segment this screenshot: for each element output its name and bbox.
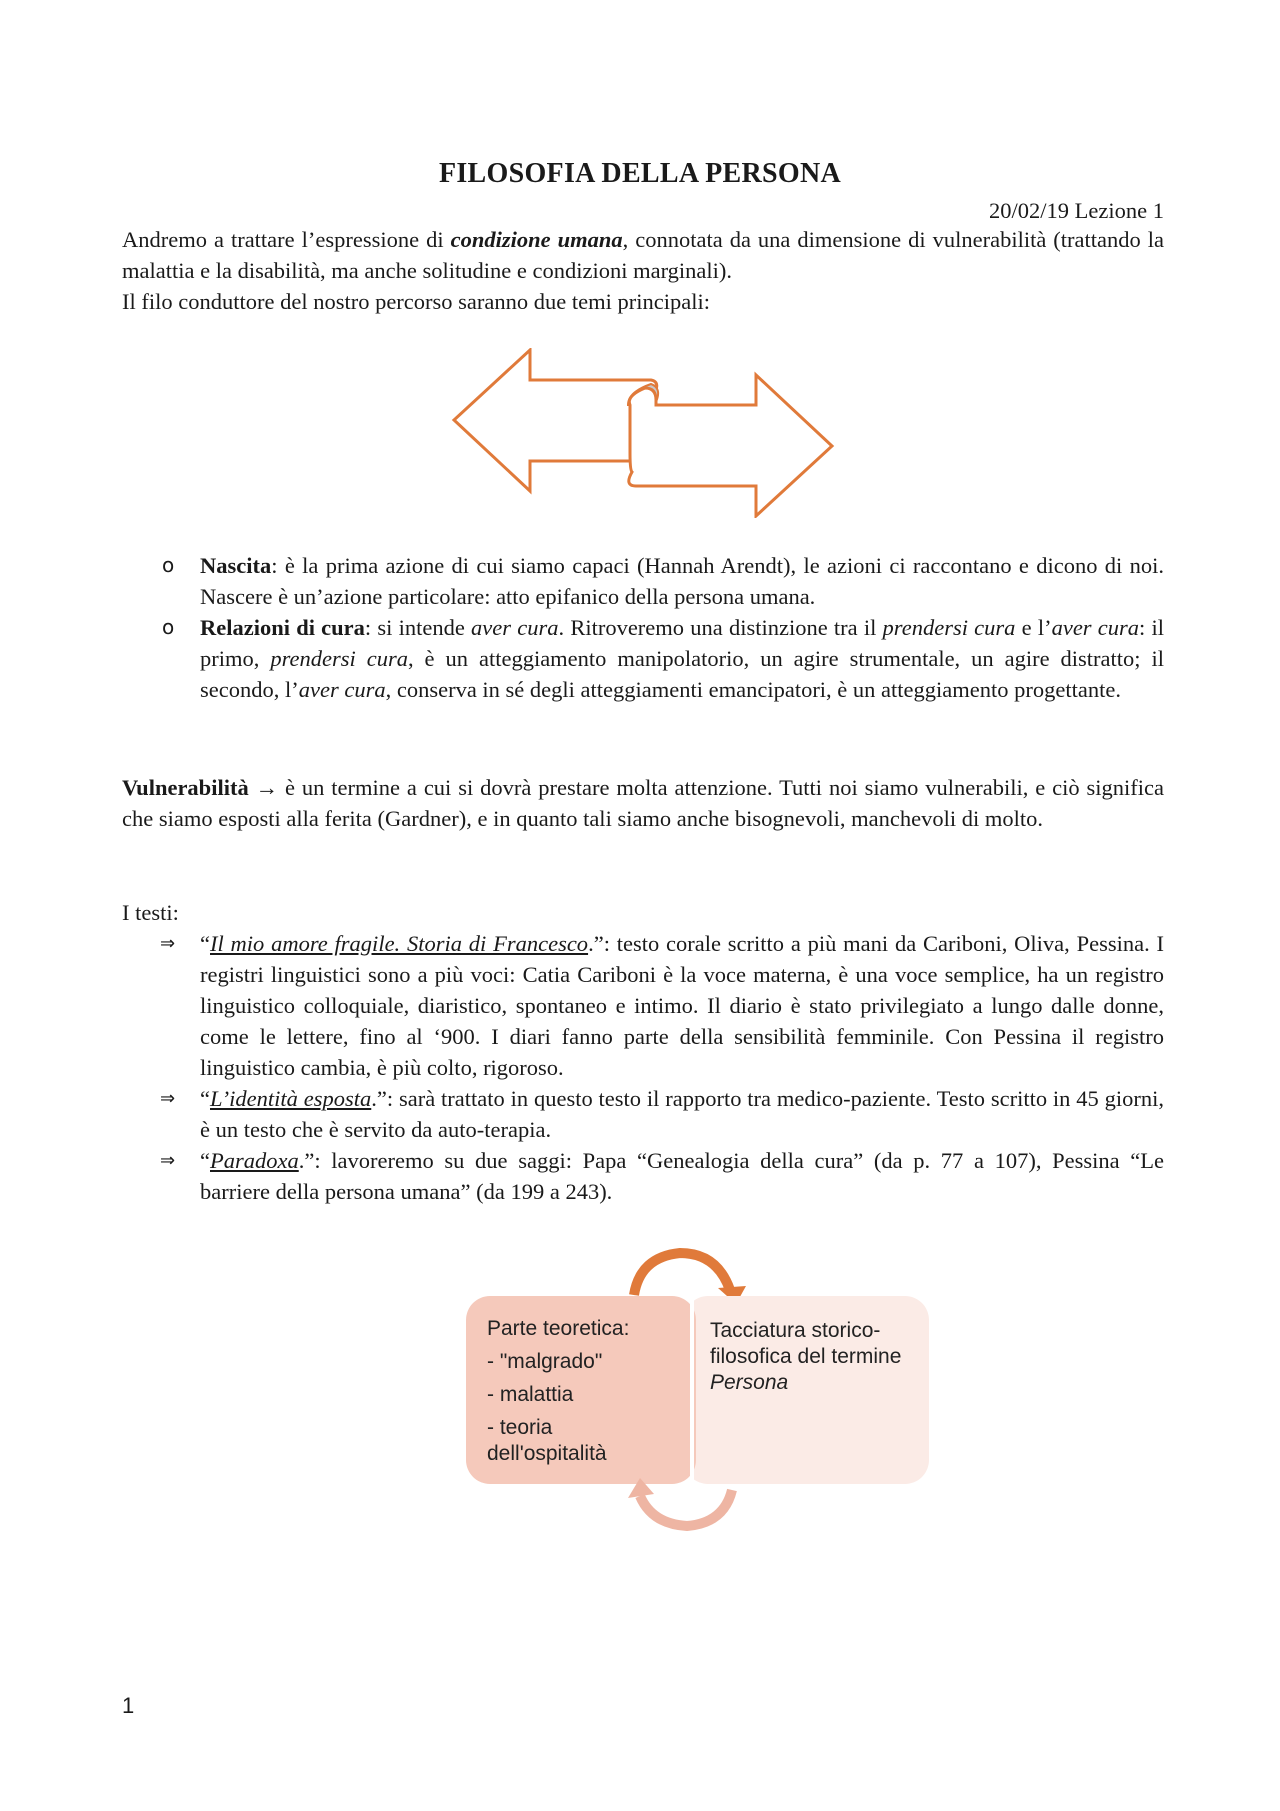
left-arrow-shape — [454, 350, 657, 491]
texts-section — [122, 897, 1164, 1207]
theme-text: , conserva in sé degli atteggiamenti emancipatori, è un atteggiamento progettante. — [385, 677, 1121, 702]
cycle-right-italic: Persona — [710, 1371, 789, 1394]
intro-paragraph — [122, 224, 1164, 286]
theme-term: Nascita — [200, 553, 272, 578]
cycle-arrow-bottom — [640, 1490, 732, 1526]
double-arrow-diagram — [450, 348, 840, 518]
cycle-left-item: - malattia — [487, 1383, 574, 1406]
theme-text: , è un atteggiamento manipolatorio, un agire strumentale, un agire distratto; il secondo, l’ — [200, 646, 1164, 702]
double-arrow-bullet-icon: ⇒ — [160, 1150, 176, 1171]
intro-text-b: , connotata da una dimensione di vulnerabilità (trattando la malattia e la disabilità, ma anche solitudine e condizioni marginali). — [122, 227, 1164, 283]
quote-open: “ — [200, 1148, 210, 1173]
vulnerability-text: è un termine a cui si dovrà prestare molta attenzione. Tutti noi siamo vulnerabili, e ciò significa che siamo esposti alla ferita (Gardner), e in quanto tali siamo anche bisognevoli, manchevoli di molto. — [122, 775, 1164, 831]
theme-italic: prendersi cura — [270, 646, 408, 671]
quote-close: .” — [588, 931, 604, 956]
theme-text: : è la prima azione di cui siamo capaci (Hannah Arendt), le azioni ci raccontano e dicono di noi. Nascere è un’azione particolare: atto epifanico della persona umana. — [200, 553, 1164, 609]
theme-italic: aver cura — [471, 615, 559, 640]
book-title: L’identità esposta — [210, 1086, 372, 1111]
bullet-circle-icon: o — [162, 553, 175, 577]
intro-text-a: Andremo a trattare l’espressione di — [122, 227, 451, 252]
cycle-right-label: Tacciatura storico-filosofica del termine — [710, 1319, 902, 1368]
themes-section — [122, 550, 1164, 705]
quote-open: “ — [200, 931, 210, 956]
intro-second-paragraph: Il filo conduttore del nostro percorso saranno due temi principali: — [122, 289, 710, 314]
list-item — [122, 1083, 1164, 1145]
quote-close: .” — [298, 1148, 315, 1173]
theme-term: Relazioni di cura — [200, 615, 365, 640]
vulnerability-section — [122, 772, 1164, 834]
list-item — [122, 612, 1164, 705]
theme-italic: aver cura — [298, 677, 386, 702]
theme-text: : il primo, — [200, 615, 1164, 671]
bullet-circle-icon: o — [162, 615, 175, 639]
page-number: 1 — [122, 1693, 135, 1718]
book-title: Il mio amore fragile. Storia di Francesco — [210, 931, 589, 956]
cycle-left-item: - teoria dell'ospitalità — [487, 1416, 607, 1465]
cycle-arrow-top — [634, 1253, 730, 1295]
themes-list — [122, 550, 1164, 705]
theme-italic: aver cura — [1051, 615, 1140, 640]
theme-text: : si intende — [364, 615, 472, 640]
theme-text: e l’ — [1015, 615, 1052, 640]
vulnerability-term: Vulnerabilità — [122, 775, 249, 800]
double-arrow-bullet-icon: ⇒ — [160, 1088, 176, 1109]
cycle-left-heading: Parte teoretica: — [487, 1317, 630, 1340]
list-item — [122, 1145, 1164, 1207]
cycle-right-text — [710, 1318, 940, 1396]
page-title: FILOSOFIA DELLA PERSONA — [438, 158, 842, 189]
condizione-umana-term: condizione umana — [450, 227, 623, 252]
quote-open: “ — [200, 1086, 210, 1111]
cycle-left-item: - "malgrado" — [487, 1350, 603, 1373]
right-arrow-shape — [629, 375, 832, 516]
cycle-left-text — [487, 1316, 677, 1474]
theme-text: . Ritroveremo una distinzione tra il — [558, 615, 883, 640]
texts-heading: I testi: — [122, 900, 179, 925]
book-description: : testo corale scritto a più mani da Cariboni, Oliva, Pessina. I registri linguistici sono a più voci: Catia Cariboni è la voce materna, è una voce semplice, ha un registro linguistico colloquiale, diaristico, spontaneo e intimo. Il diario è stato privilegiato a lungo dalle donne, come le lettere, fino al ‘900. I diari fanno parte della sensibilità femminile. Con Pessina il registro linguistico cambia, è più colto, rigoroso. — [200, 931, 1165, 1080]
texts-list — [122, 928, 1164, 1207]
list-item — [122, 550, 1164, 612]
quote-close: .” — [371, 1086, 387, 1111]
right-arrow-icon: → — [255, 775, 279, 800]
intro-section — [122, 224, 1164, 317]
book-description: : lavoreremo su due saggi: Papa “Genealogia della cura” (da p. 77 a 107), Pessina “Le barriere della persona umana” (da 199 a 243). — [200, 1148, 1164, 1204]
double-arrow-bullet-icon: ⇒ — [160, 933, 176, 954]
book-description: : sarà trattato in questo testo il rapporto tra medico-paziente. Testo scritto in 45 giorni, è un testo che è servito da auto-terapia. — [200, 1086, 1164, 1142]
list-item — [122, 928, 1164, 1083]
date-line: 20/02/19 Lezione 1 — [989, 198, 1164, 223]
book-title: Paradoxa — [210, 1148, 299, 1173]
theme-italic: prendersi cura — [882, 615, 1016, 640]
